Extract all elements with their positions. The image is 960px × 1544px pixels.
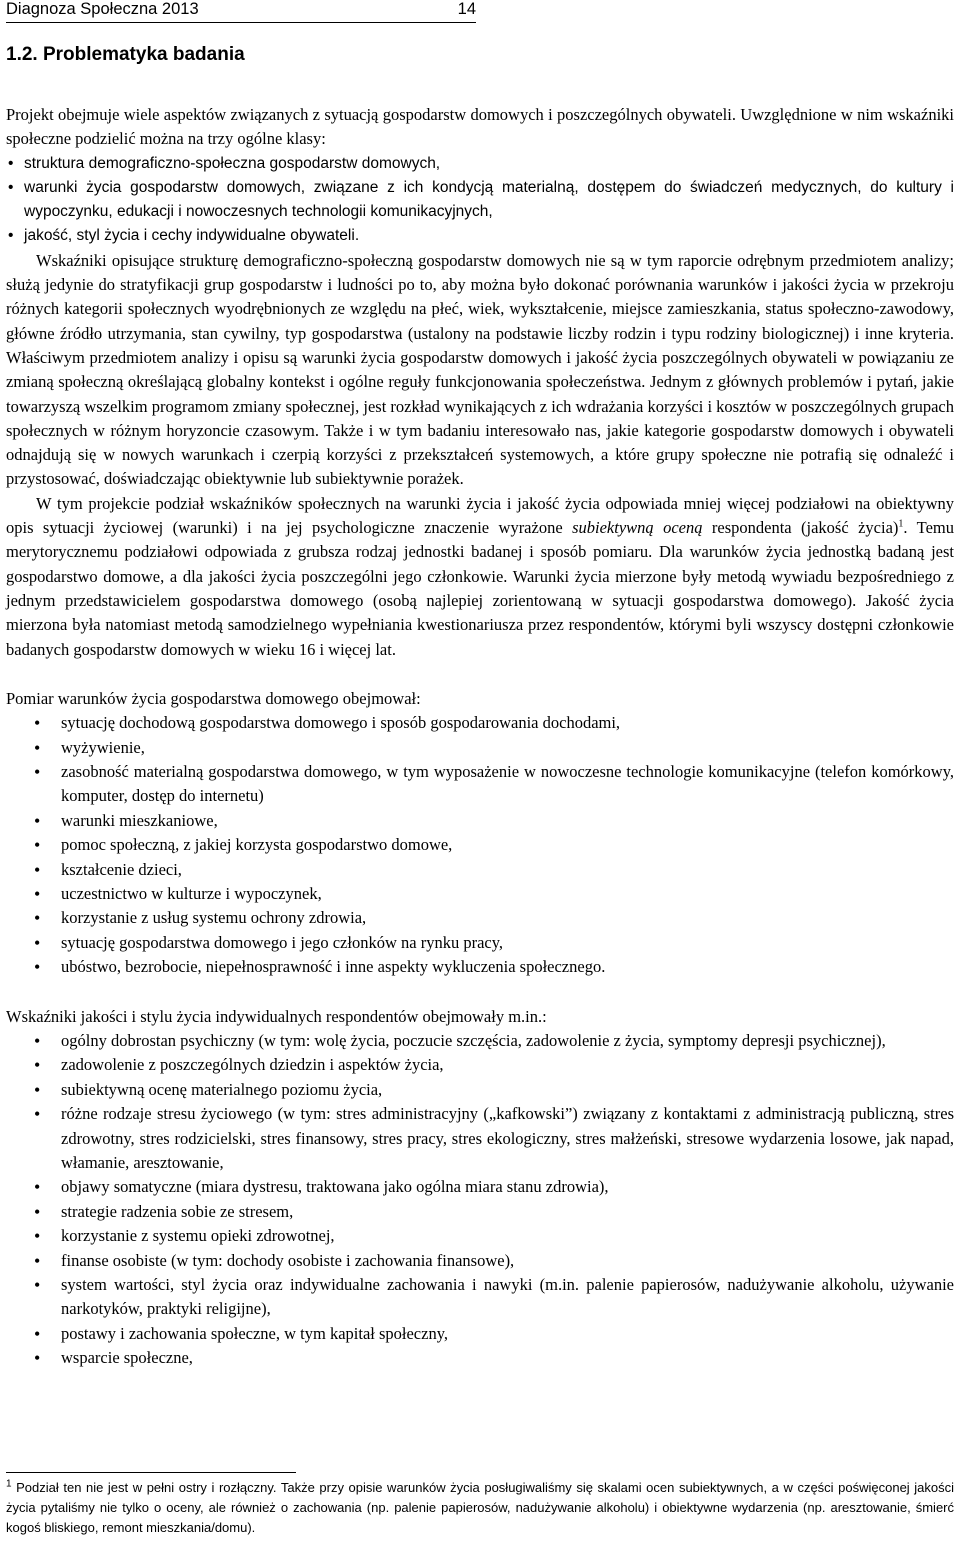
list-item: • postawy i zachowania społeczne, w tym kapitał społeczny, <box>6 1322 954 1346</box>
footnote-divider <box>6 1472 296 1473</box>
list-item: • strategie radzenia sobie ze stresem, <box>6 1200 954 1224</box>
list-item: • subiektywną ocenę materialnego poziomu życia, <box>6 1078 954 1102</box>
list-item: • struktura demograficzno-społeczna gospodarstw domowych, <box>6 152 954 176</box>
conditions-heading: Pomiar warunków życia gospodarstwa domowego obejmował: <box>6 688 421 708</box>
list-item: • korzystanie z systemu opieki zdrowotnej, <box>6 1224 954 1248</box>
list-item: • ubóstwo, bezrobocie, niepełnosprawność i inne aspekty wykluczenia społecznego. <box>6 955 954 979</box>
footnote-number: 1 <box>6 1478 12 1490</box>
document-body <box>6 103 954 1371</box>
header-title: Diagnoza Społeczna 2013 <box>6 0 199 18</box>
list-item: • warunki życia gospodarstw domowych, związane z ich kondycją materialną, dostępem do świadczeń medycznych, do kultury i wypoczynku, edukacji i nowoczesnych technologii komunikacyjnych, <box>6 176 954 225</box>
quality-list <box>6 1029 954 1371</box>
footnote-ref[interactable]: 1 <box>898 518 904 530</box>
running-header <box>6 0 476 23</box>
list-item: • wyżywienie, <box>6 736 954 760</box>
list-item: • system wartości, styl życia oraz indywidualne zachowania i nawyki (m.in. palenie papierosów, nadużywanie alkoholu, używanie narkotyków, praktyki religijne), <box>6 1273 954 1322</box>
page-number: 14 <box>457 0 476 18</box>
list-item: • zadowolenie z poszczególnych dziedzin i aspektów życia, <box>6 1053 954 1077</box>
list-item: • sytuację dochodową gospodarstwa domowego i sposób gospodarowania dochodami, <box>6 711 954 735</box>
paragraph-text: W tym projekcie podział wskaźników społecznych na warunki życia i jakość życia odpowiada mniej więcej podziałowi na obiektywny opis sytuacji życiowej (warunki) i na jej psychologiczne znaczenie wyrażone <box>6 493 954 538</box>
list-item: • ogólny dobrostan psychiczny (w tym: wolę życia, poczucie szczęścia, zadowolenie z życia, symptomy depresji psychicznej), <box>6 1029 954 1053</box>
section-title: 1.2. Problematyka badania <box>6 44 245 65</box>
list-item: • wsparcie społeczne, <box>6 1346 954 1370</box>
paragraph-text: . Temu merytorycznemu podziałowi odpowiada z grubsza rodzaj jednostki badanej i sposób pomiaru. Dla warunków życia jednostką badaną jest gospodarstwo domowe, a dla jakości życia poszczególni jego członkowie. Warunki życia mierzone były metodą wywiadu bezpośredniego z jednym przedstawicielem gospodarstwa domowego (osobą najlepiej zorientowaną w sytuacji gospodarstwa domowego). Jakość życia mierzona była natomiast metodą samodzielnego wypełniania kwestionariusza przez respondentów, którymi byli wszyscy dostępni członkowie badanych gospodarstw domowych w wieku 16 i więcej lat. <box>6 518 954 659</box>
list-item: • różne rodzaje stresu życiowego (w tym: stres administracyjny („kafkowski”) związany z kontaktami z administracją publiczną, stres zdrowotny, stres rodzicielski, stres finansowy, stres pracy, stres ekologiczny, stres małżeński, stresowe wydarzenia losowe, jak napad, włamanie, aresztowanie, <box>6 1102 954 1175</box>
list-item: • korzystanie z usług systemu ochrony zdrowia, <box>6 906 954 930</box>
list-item: • uczestnictwo w kulturze i wypoczynek, <box>6 882 954 906</box>
footnote-text: Podział ten nie jest w pełni ostry i rozłączny. Także przy opisie warunków życia posługiwaliśmy się skalami ocen subiektywnych, a w części poświęconej jakości życia pytaliśmy nie tylko o oceny, ale również o zachowania (np. palenie papierosów, nadużywanie alkoholu) i obiektywne wydarzenia (np. aresztowanie, śmierć kogoś bliskiego, remont mieszkania/domu). <box>6 1480 954 1535</box>
list-item: • objawy somatyczne (miara dystresu, traktowana jako ogólna miara stanu zdrowia), <box>6 1175 954 1199</box>
list-item: • finanse osobiste (w tym: dochody osobiste i zachowania finansowe), <box>6 1249 954 1273</box>
body-paragraph-footnoted <box>6 492 954 662</box>
quality-heading: Wskaźniki jakości i stylu życia indywidualnych respondentów obejmowały m.in.: <box>6 1006 547 1026</box>
list-item: • warunki mieszkaniowe, <box>6 809 954 833</box>
conditions-list <box>6 711 954 979</box>
list-item: • kształcenie dzieci, <box>6 858 954 882</box>
footnote <box>6 1478 954 1538</box>
list-item: • sytuację gospodarstwa domowego i jego członków na rynku pracy, <box>6 931 954 955</box>
list-item: • jakość, styl życia i cechy indywidualne obywateli. <box>6 224 954 248</box>
body-paragraph: Wskaźniki opisujące strukturę demograficzno-społeczną gospodarstw domowych nie są w tym raporcie odrębnym przedmiotem analizy; służą jedynie do stratyfikacji grup gospodarstw i ludności po to, aby można było dokonać porównania warunków i jakości życia w przekroju różnych kategorii społecznych wyodrębnionych ze względu na płeć, wiek, wykształcenie, miejsce zamieszkania, status społeczno-zawodowy, główne źródło utrzymania, stan cywilny, typ gospodarstwa (ustalony na podstawie liczby rodzin i typu rodziny biologicznej) i inne kryteria. Właściwym przedmiotem analizy i opisu są warunki życia gospodarstw domowych i jakość życia poszczególnych obywateli w powiązaniu ze zmianą społeczną określającą globalny kontekst i ogólne reguły funkcjonowania społeczeństwa. Jednym z głównych problemów i pytań, jakie towarzyszą wszelkim programom zmiany społecznej, jest rozkład wynikających z ich wdrażania korzyści i kosztów w poszczególnych grupach społecznych w różnym horyzoncie czasowym. Także i w tym badaniu interesowało nas, jakie kategorie gospodarstw domowych i obywateli odnajdują się w nowych warunkach i czerpią korzyści z przekształceń systemowych, a które grupy społeczne nie potrafią się odnaleźć i przystosować, doświadczając obiektywnie lub subiektywnie porażek. <box>6 250 954 489</box>
classes-list <box>6 152 954 249</box>
paragraph-text: respondenta (jakość życia) <box>702 518 899 538</box>
emphasis-text: subiektywną oceną <box>572 518 703 538</box>
intro-paragraph: Projekt obejmuje wiele aspektów związanych z sytuacją gospodarstw domowych i poszczególnych obywateli. Uwzględnione w nim wskaźniki społeczne podzielić można na trzy ogólne klasy: <box>6 105 954 149</box>
list-item: • pomoc społeczną, z jakiej korzysta gospodarstwo domowe, <box>6 833 954 857</box>
list-item: • zasobność materialną gospodarstwa domowego, w tym wyposażenie w nowoczesne technologie komunikacyjne (telefon komórkowy, komputer, dostęp do internetu) <box>6 760 954 809</box>
